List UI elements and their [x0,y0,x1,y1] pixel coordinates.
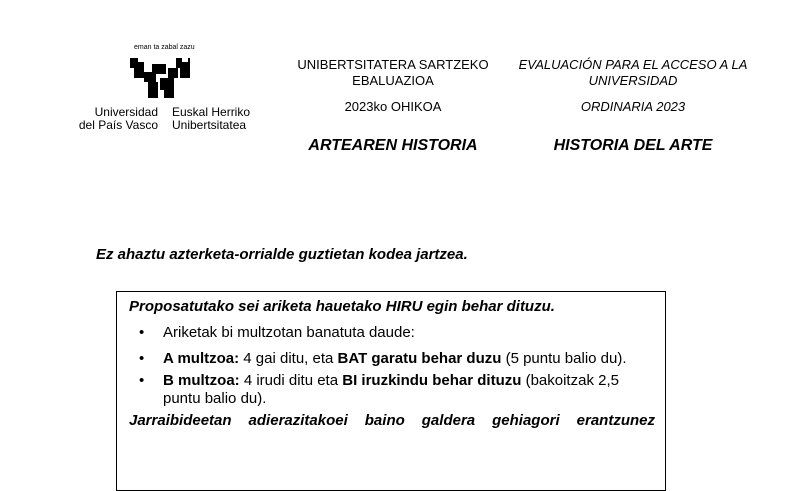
university-name-eu-line1: Euskal Herriko [172,105,251,119]
logo-emblem-icon [130,54,196,102]
code-reminder-note: Ez ahaztu azterketa-orrialde guztietan kodea jartzea. [96,246,468,263]
group-a-points: (5 puntu balio du). [501,350,627,367]
instructions-box [116,291,666,491]
group-a-label: A multzoa: [163,350,240,367]
instructions-footer: Jarraibideetan adierazitakoei baino galdera gehiagori erantzunez [129,412,655,429]
subject-title-eu: ARTEAREN HISTORIA [308,137,478,154]
group-b-text: 4 irudi ditu eta [239,372,343,389]
exam-header-spanish [518,57,748,115]
university-name-es [60,106,158,132]
group-a-requirement: BAT garatu behar duzu [337,350,502,367]
university-name-es-line1: Universidad [94,105,158,119]
exam-session-eu: 2023ko OHIKOA [344,99,442,114]
logo-motto: eman ta zabal zazu [134,44,195,51]
group-b-requirement: BI iruzkindu behar dituzu [342,372,522,389]
list-item [163,350,655,368]
exam-type-es-line1: EVALUACIÓN PARA EL ACCESO A LA [518,57,748,72]
university-logo [60,44,260,134]
group-a-text: 4 gai ditu, eta [239,350,338,367]
university-name-es-line2: del País Vasco [78,118,158,132]
group-b-points: (bakoitzak 2,5 puntu balio du). [163,372,619,407]
group-b-label: B multzoa: [163,372,240,389]
subject-title-es: HISTORIA DEL ARTE [553,137,713,154]
university-name-eu-line2: Unibertsitatea [172,118,247,132]
university-name-eu [172,106,250,132]
instructions-list [129,324,655,408]
exam-type-eu-line1: UNIBERTSITATERA SARTZEKO [297,57,489,72]
instructions-title: Proposatutako sei ariketa hauetako HIRU egin behar dituzu. [129,298,555,315]
list-item [163,372,655,408]
exam-type-es-line2: UNIVERSIDAD [588,73,678,88]
list-item-text: Ariketak bi multzotan banatuta daude: [163,324,415,341]
list-item [163,324,655,342]
exam-header-basque [294,57,492,115]
exam-type-eu-line2: EBALUAZIOA [352,73,434,88]
exam-session-es: ORDINARIA 2023 [580,99,686,114]
